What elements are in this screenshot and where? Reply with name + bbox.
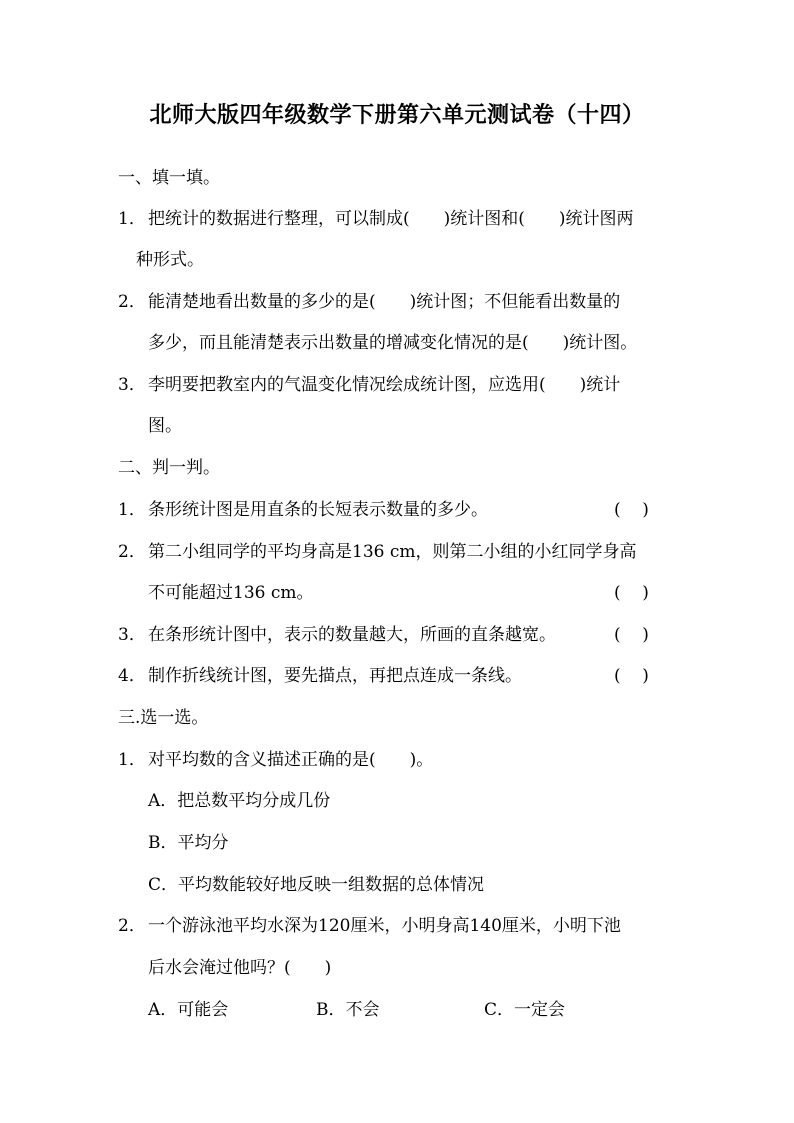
choice-question-2: [118, 914, 621, 938]
question-number: 1．: [118, 500, 146, 520]
judge-question-4: [118, 664, 522, 688]
answer-paren[interactable]: ( ): [614, 500, 649, 520]
answer-paren[interactable]: ( ): [614, 666, 649, 686]
question-text: 能清楚地看出数量的多少的是( )统计图；不但能看出数量的: [148, 292, 621, 312]
answer-paren[interactable]: ( ): [614, 583, 649, 603]
option-a[interactable]: A．可能会: [148, 1000, 229, 1020]
section-heading-judge: 二、判一判。: [118, 458, 220, 478]
question-text: 李明要把教室内的气温变化情况绘成统计图，应选用( )统计: [148, 375, 621, 395]
question-number: 2．: [118, 916, 146, 936]
question-number: 3．: [118, 625, 146, 645]
judge-question-2: [118, 540, 637, 564]
section-heading-choose: 三.选一选。: [118, 708, 209, 728]
option-b[interactable]: B．平均分: [148, 833, 229, 853]
option-c[interactable]: C．平均数能较好地反映一组数据的总体情况: [148, 875, 485, 895]
fill-question-2: [118, 290, 620, 314]
judge-question-3: [118, 623, 556, 647]
question-number: 2．: [118, 292, 146, 312]
question-text: 对平均数的含义描述正确的是( )。: [148, 750, 434, 770]
question-text: 第二小组同学的平均身高是136 cm，则第二小组的小红同学身高: [148, 542, 637, 562]
judge-question-2-cont: 不可能超过136 cm。: [148, 583, 314, 603]
question-text: 制作折线统计图，要先描点，再把点连成一条线。: [148, 666, 522, 686]
question-text: 一个游泳池平均水深为120厘米，小明身高140厘米，小明下池: [148, 916, 621, 936]
question-number: 4．: [118, 666, 146, 686]
option-a[interactable]: A．把总数平均分成几份: [148, 791, 331, 811]
choice-question-1: [118, 748, 433, 772]
question-number: 2．: [118, 542, 146, 562]
answer-paren[interactable]: ( ): [614, 625, 649, 645]
question-text: 在条形统计图中，表示的数量越大，所画的直条越宽。: [148, 625, 556, 645]
question-text: 条形统计图是用直条的长短表示数量的多少。: [148, 500, 488, 520]
question-text: 把统计的数据进行整理，可以制成( )统计图和( )统计图两: [148, 209, 634, 229]
fill-question-1-cont: 种形式。: [136, 250, 204, 270]
fill-question-3-cont: 图。: [148, 416, 182, 436]
fill-question-3: [118, 373, 620, 397]
question-number: 3．: [118, 375, 146, 395]
question-number: 1．: [118, 750, 146, 770]
option-c[interactable]: C．一定会: [484, 1000, 566, 1020]
choice-question-2-cont: 后水会淹过他吗？( ): [148, 958, 332, 978]
page-title: 北师大版四年级数学下册第六单元测试卷（十四）: [149, 102, 645, 128]
judge-question-1: [118, 498, 488, 522]
option-b[interactable]: B．不会: [316, 1000, 380, 1020]
section-heading-fill: 一、填一填。: [118, 168, 220, 188]
question-number: 1．: [118, 209, 146, 229]
fill-question-1: [118, 207, 634, 231]
fill-question-2-cont: 多少，而且能清楚表示出数量的增减变化情况的是( )统计图。: [148, 333, 638, 353]
